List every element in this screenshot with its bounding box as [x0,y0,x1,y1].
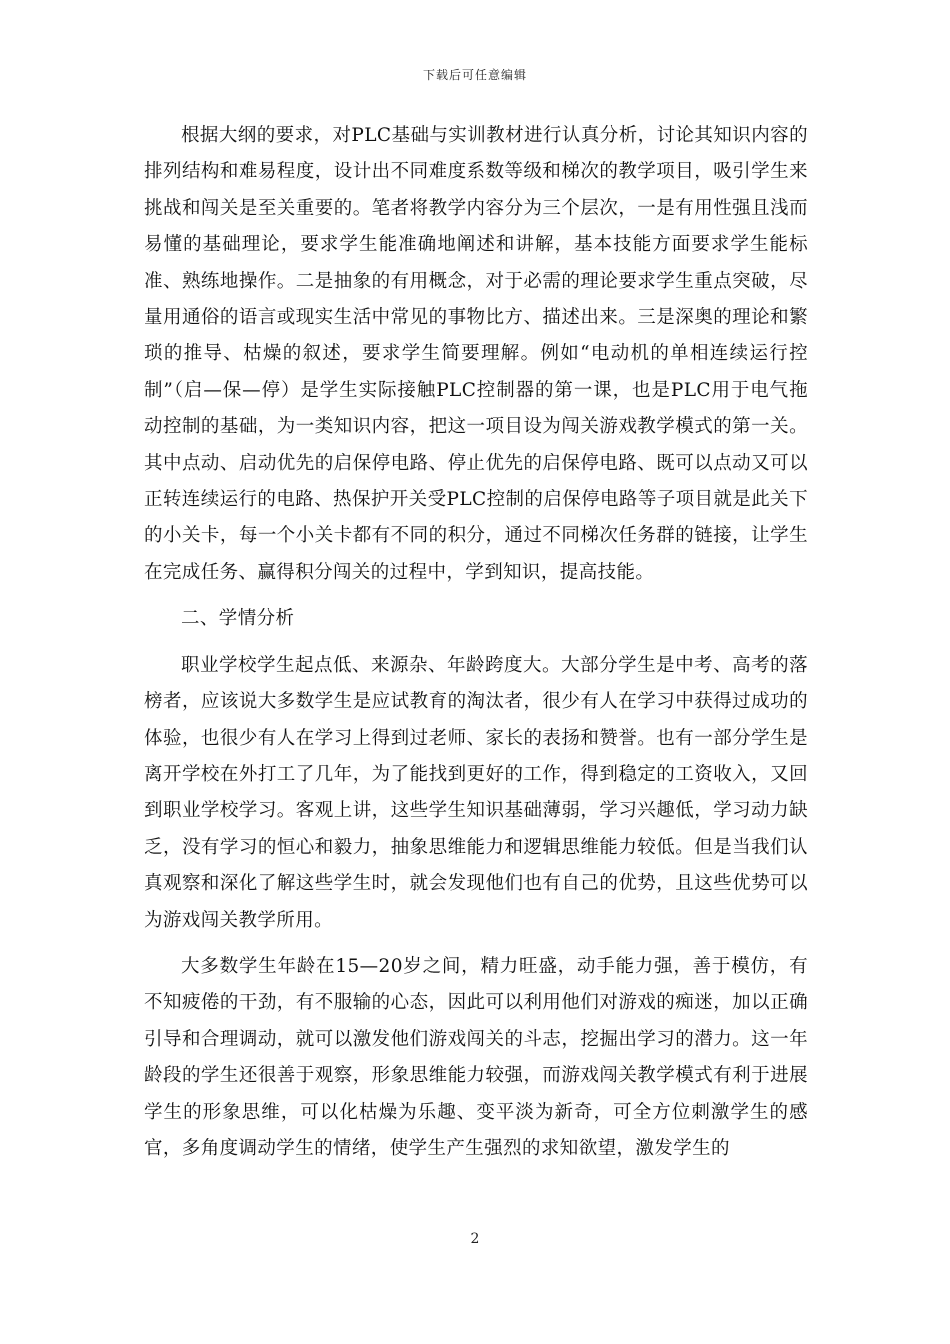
paragraph-student-age-traits: 大多数学生年龄在15—20岁之间，精力旺盛，动手能力强，善于模仿，有不知疲倦的干劲，有不服输的心态，因此可以利用他们对游戏的痴迷，加以正确引导和合理调动，就可以激发他们游戏闯关的斗志，挖掘出学习的潜力。这一年龄段的学生还很善于观察，形象思维能力较强，而游戏闯关教学模式有利于进展学生的形象思维，可以化枯燥为乐趣、变平淡为新奇，可全方位刺激学生的感官，多角度调动学生的情绪，使学生产生强烈的求知欲望，激发学生的 [144,955,808,1159]
paragraph-curriculum-analysis: 根据大纲的要求，对PLC基础与实训教材进行认真分析，讨论其知识内容的排列结构和难易程度，设计出不同难度系数等级和梯次的教学项目，吸引学生来挑战和闯关是至关重要的。笔者将教学内容分为三个层次，一是有用性强且浅而易懂的基础理论，要求学生能准确地阐述和讲解，基本技能方面要求学生能标准、熟练地操作。二是抽象的有用概念，对于必需的理论要求学生重点突破，尽量用通俗的语言或现实生活中常见的事物比方、描述出来。三是深奥的理论和繁琐的推导、枯燥的叙述，要求学生简要理解。例如“电动机的单相连续运行控制”（启—保—停）是学生实际接触PLC控制器的第一课，也是PLC用于电气拖动控制的基础，为一类知识内容，把这一项目设为闯关游戏教学模式的第一关。其中点动、启动优先的启保停电路、停止优先的启保停电路、既可以点动又可以正转连续运行的电路、热保护开关受PLC控制的启保停电路等子项目就是此关下的小关卡，每一个小关卡都有不同的积分，通过不同梯次任务群的链接，让学生在完成任务、赢得积分闯关的过程中，学到知识，提高技能。 [144,125,808,583]
page-header-note: 下载后可任意编辑 [422,68,527,82]
paragraph-student-background: 职业学校学生起点低、来源杂、年龄跨度大。大部分学生是中考、高考的落榜者，应该说大多数学生是应试教育的淘汰者，很少有人在学习中获得过成功的体验，也很少有人在学习上得到过老师、家长的表扬和赞誉。也有一部分学生是离开学校在外打工了几年，为了能找到更好的工作，得到稳定的工资收入，又回到职业学校学习。客观上讲，这些学生知识基础薄弱，学习兴趣低，学习动力缺乏，没有学习的恒心和毅力，抽象思维能力和逻辑思维能力较低。但是当我们认真观察和深化了解这些学生时，就会发现他们也有自己的优势，且这些优势可以为游戏闯关教学所用。 [144,654,808,931]
page-number: 2 [470,1231,480,1247]
section-heading-student-analysis: 二、学情分析 [181,608,295,630]
document-body [144,118,808,1167]
